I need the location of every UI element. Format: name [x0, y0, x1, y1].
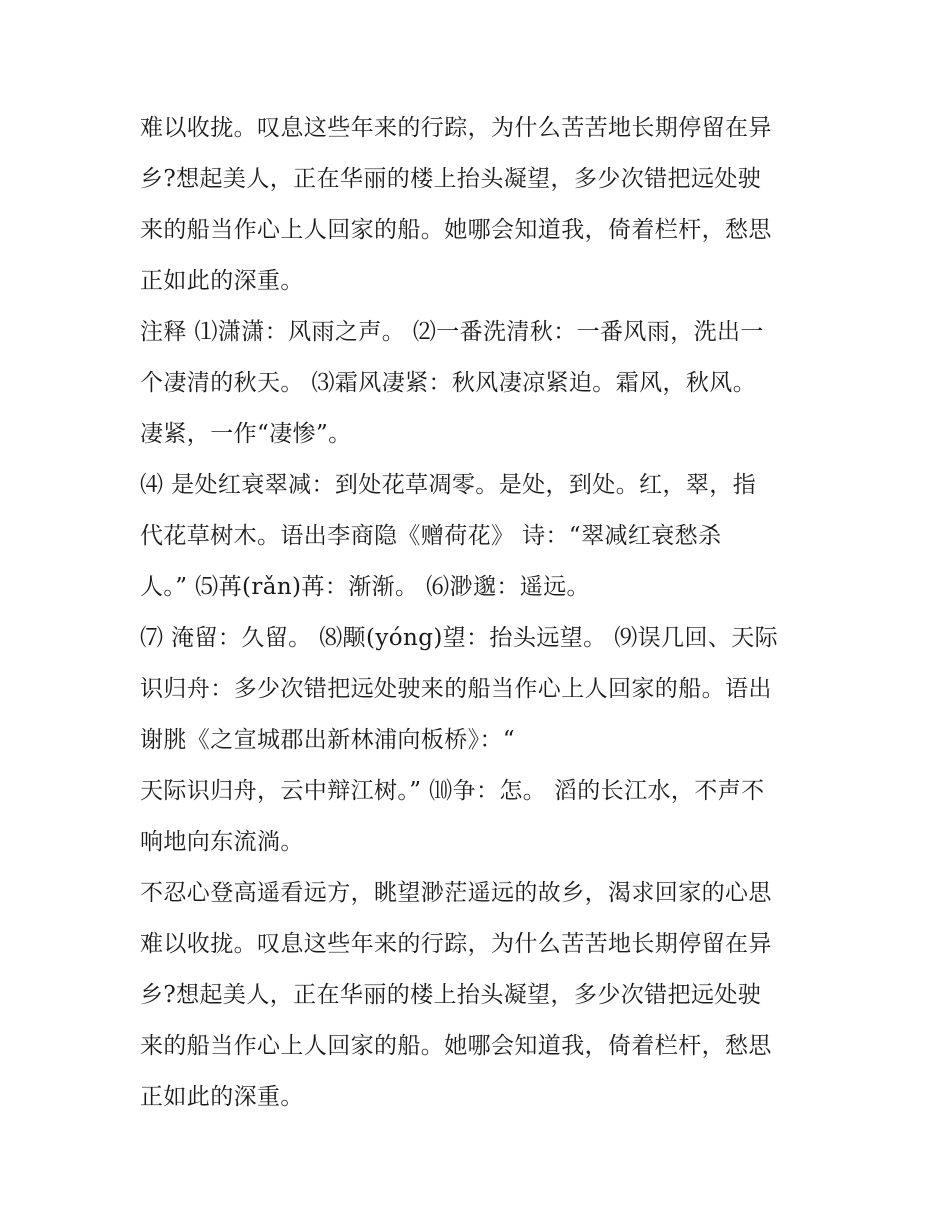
annotation-line: 天际识归舟，云中辩江树。” ⑽争：怎。 滔的长江水，不声不: [140, 778, 765, 804]
annotation-line: 个凄清的秋天。 ⑶霜风凄紧：秋风凄凉紧迫。霜风，秋风。: [140, 370, 757, 396]
document-page: [140, 103, 830, 1123]
text-line: 来的船当作心上人回家的船。她哪会知道我，倚着栏杆，愁思: [140, 217, 772, 243]
annotation-line: ⑺ 淹留：久留。 ⑻颙(yóng)望：抬头远望。 ⑼误几回、天际: [140, 625, 779, 651]
annotation-line: ⑷ 是处红衰翠减：到处花草凋零。是处，到处。红，翠，指: [140, 472, 757, 498]
annotation-line: 谢朓《之宣城郡出新林浦向板桥》：“: [140, 727, 516, 753]
text-line: 不忍心登高遥看远方，眺望渺茫遥远的故乡，渴求回家的心思: [140, 880, 772, 906]
text-line: 难以收拢。叹息这些年来的行踪，为什么苦苦地长期停留在异: [140, 115, 772, 141]
text-line: 乡?想起美人，正在华丽的楼上抬头凝望，多少次错把远处驶: [140, 982, 762, 1008]
annotation-line: 注释 ⑴潇潇：风雨之声。 ⑵一番洗清秋：一番风雨，洗出一: [140, 319, 764, 345]
annotation-line: 代花草树木。语出李商隐《赠荷花》 诗：“翠减红衰愁杀: [140, 523, 722, 549]
text-line: 来的船当作心上人回家的船。她哪会知道我，倚着栏杆，愁思: [140, 1033, 772, 1059]
annotation-line: 识归舟：多少次错把远处驶来的船当作心上人回家的船。语出: [140, 676, 772, 702]
annotation-line: 人。” ⑸苒(rǎn)苒：渐渐。 ⑹渺邈：遥远。: [140, 574, 590, 600]
text-line: 乡?想起美人，正在华丽的楼上抬头凝望，多少次错把远处驶: [140, 166, 762, 192]
annotation-line: 响地向东流淌。: [140, 829, 304, 855]
text-line: 难以收拢。叹息这些年来的行踪，为什么苦苦地长期停留在异: [140, 931, 772, 957]
text-line: 正如此的深重。: [140, 1084, 304, 1110]
annotation-line: 凄紧，一作“凄惨”。: [140, 421, 352, 447]
text-line: 正如此的深重。: [140, 268, 304, 294]
